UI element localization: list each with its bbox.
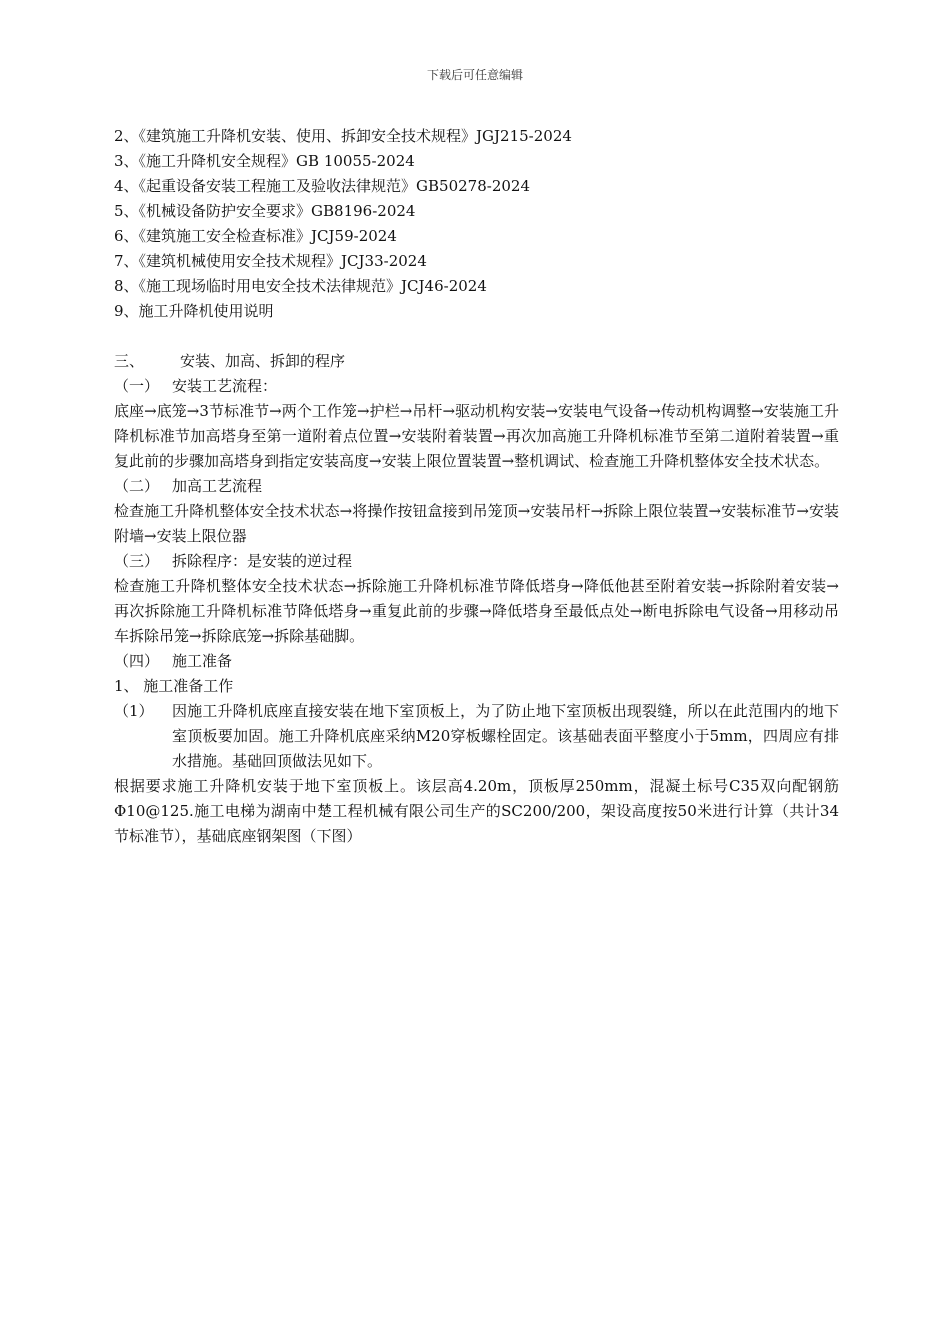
subsection-heading (114, 649, 839, 674)
page-header-note: 下载后可任意编辑 (426, 68, 523, 82)
subsection-heading (114, 549, 839, 574)
reference-item: 5、《机械设备防护安全要求》GB8196-2024 (114, 202, 416, 220)
foundation-paragraph: 根据要求施工升降机安装于地下室顶板上。该层高4.20m，顶板厚250mm，混凝土标号C35双向配钢筋Φ10@125.施工电梯为湖南中楚工程机械有限公司生产的SC200/200，架设高度按50米进行计算（共计34节标准节），基础底座钢架图（下图） (114, 777, 839, 845)
reference-item: 9、施工升降机使用说明 (114, 302, 274, 320)
reference-item: 8、《施工现场临时用电安全技术法律规范》JCJ46-2024 (114, 277, 487, 295)
subsection-number: （三） (114, 552, 160, 570)
subsection-title: 加高工艺流程 (172, 477, 263, 495)
reference-item: 2、《建筑施工升降机安装、使用、拆卸安全技术规程》JGJ215-2024 (114, 127, 572, 145)
prep-item-number: （1） (114, 702, 154, 720)
prep-heading: 1、 施工准备工作 (114, 677, 234, 695)
section-number: 三、 (114, 352, 145, 370)
install-process-paragraph: 底座→底笼→3节标准节→两个工作笼→护栏→吊杆→驱动机构安装→安装电气设备→传动机构调整→安装施工升降机标准节加高塔身至第一道附着点位置→安装附着装置→再次加高施工升降机标准节至第二道附着装置→重复此前的步骤加高塔身到指定安装高度→安装上限位置装置→整机调试、检查施工升降机整体安全技术状态。 (114, 402, 839, 470)
subsection-heading (114, 474, 839, 499)
raise-process-paragraph: 检查施工升降机整体安全技术状态→将操作按钮盒接到吊笼顶→安装吊杆→拆除上限位装置→安装标准节→安装附墙→安装上限位器 (114, 502, 839, 545)
subsection-number: （一） (114, 377, 160, 395)
subsection-title: 拆除程序：是安装的逆过程 (172, 552, 353, 570)
subsection-number: （四） (114, 652, 160, 670)
reference-item: 3、《施工升降机安全规程》GB 10055-2024 (114, 152, 415, 170)
subsection-title: 安装工艺流程： (172, 377, 278, 395)
blank-line (114, 324, 839, 349)
reference-item: 7、《建筑机械使用安全技术规程》JCJ33-2024 (114, 252, 427, 270)
reference-item: 4、《起重设备安装工程施工及验收法律规范》GB50278-2024 (114, 177, 531, 195)
subsection-number: （二） (114, 477, 160, 495)
section-title: 安装、加高、拆卸的程序 (180, 352, 346, 370)
subsection-heading (114, 374, 839, 399)
document-body (114, 124, 839, 849)
prep-item (114, 699, 839, 774)
reference-item: 6、《建筑施工安全检查标准》JCJ59-2024 (114, 227, 397, 245)
section-heading (114, 349, 839, 374)
prep-item-text: 因施工升降机底座直接安装在地下室顶板上，为了防止地下室顶板出现裂缝，所以在此范围内的地下室顶板要加固。施工升降机底座采纳M20穿板螺栓固定。该基础表面平整度小于5mm，四周应有排水措施。基础回顶做法见如下。 (172, 702, 839, 770)
dismantle-process-paragraph: 检查施工升降机整体安全技术状态→拆除施工升降机标准节降低塔身→降低他甚至附着安装→拆除附着安装→再次拆除施工升降机标准节降低塔身→重复此前的步骤→降低塔身至最低点处→断电拆除电气设备→用移动吊车拆除吊笼→拆除底笼→拆除基础脚。 (114, 577, 839, 645)
subsection-title: 施工准备 (172, 652, 233, 670)
